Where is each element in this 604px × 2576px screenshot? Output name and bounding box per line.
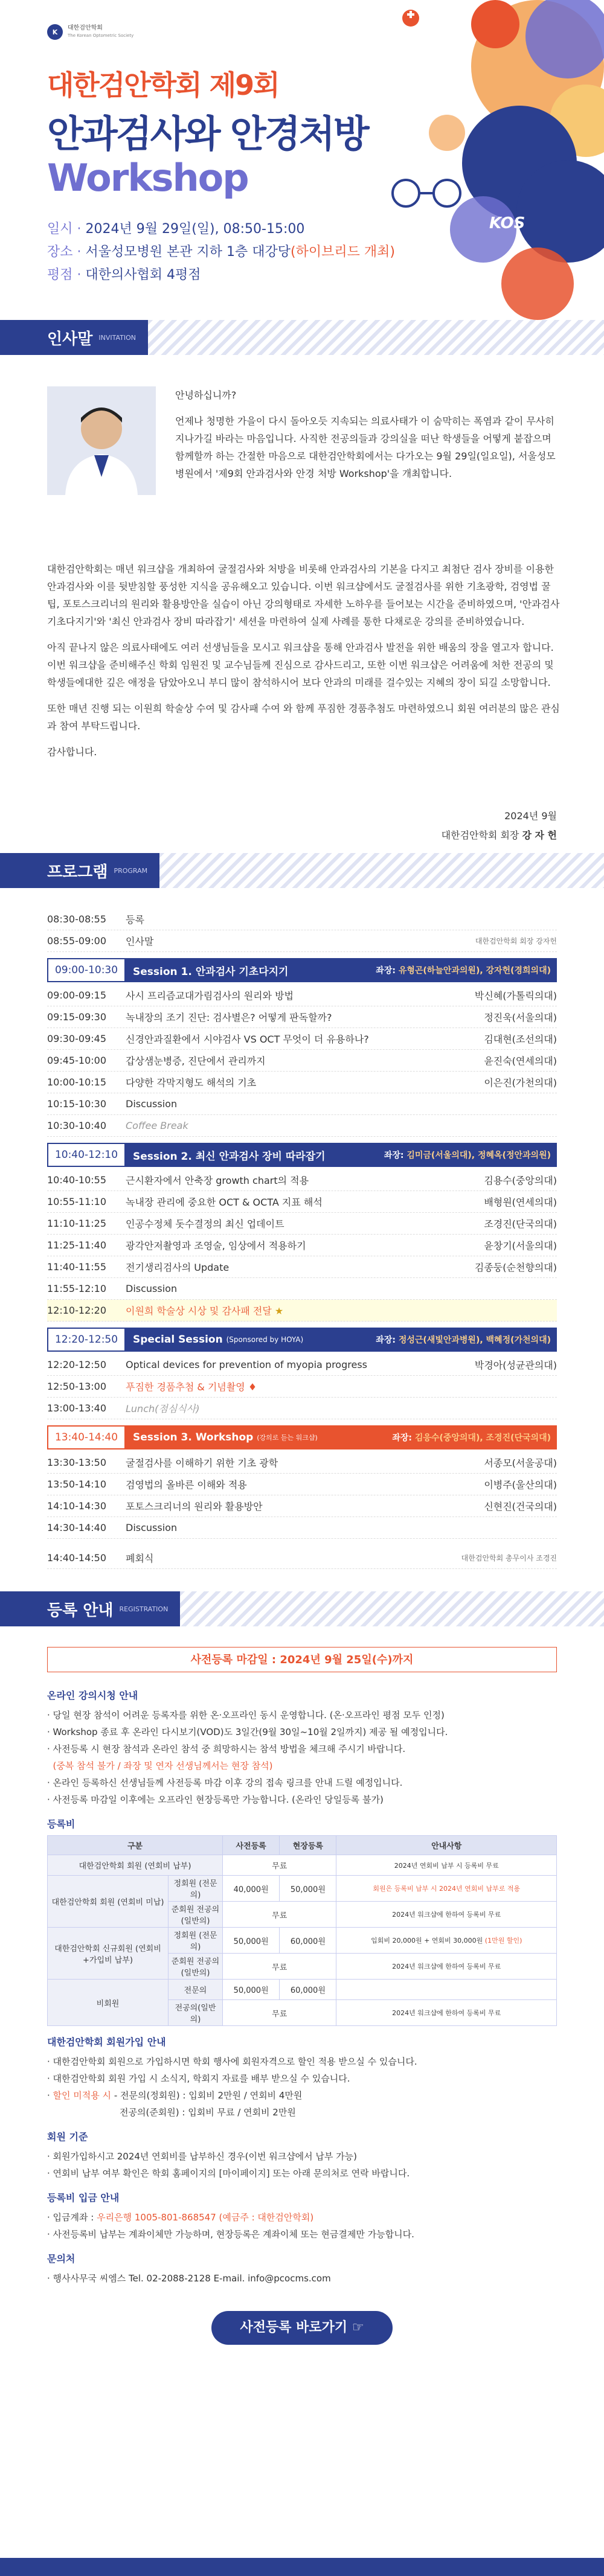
- program-row: 11:10-11:25 인공수정체 돗수결정의 최신 업데이트 조경진(단국의대): [47, 1213, 557, 1235]
- fee-title: 등록비: [47, 1818, 76, 1830]
- list-item: · 연회비 납부 여부 확인은 학회 홈페이지의 [마이페이지] 또는 아래 문의처로 연락 바랍니다.: [47, 2168, 410, 2179]
- registration-title-en: REGISTRATION: [119, 1605, 169, 1613]
- trophy-icon: ★: [274, 1305, 284, 1317]
- program-title-en: PROGRAM: [114, 866, 148, 875]
- program-title: 프로그램: [47, 863, 108, 881]
- title-line2: 안과검사와 안경처방: [47, 112, 368, 156]
- program-row: 11:40-11:55 전기생리검사의 Update 김종둥(순천향의대): [47, 1256, 557, 1278]
- pre-registration-button[interactable]: 사전등록 바로가기 ☞: [211, 2311, 393, 2345]
- list-item: · 사전등록 마감일 이후에는 오프라인 현장등록만 가능합니다. (온라인 당일등록 불가): [47, 1794, 384, 1805]
- logo: [47, 24, 133, 40]
- special-session-header: 12:20-12:50 Special Session (Sponsored by HOYA) 좌장: 정성근(새빛안과병원), 백혜정(가천의대): [47, 1328, 557, 1352]
- list-item: · 온라인 등록하신 선생님들께 사전등록 마감 이후 강의 접속 링크를 안내 드릴 예정입니다.: [47, 1777, 403, 1788]
- header-stripe: [148, 320, 604, 355]
- event-credit: 평점 · 대한의사협회 4평점: [47, 267, 201, 283]
- president-photo: [47, 386, 156, 495]
- standard-title: 회원 기준: [47, 2131, 88, 2143]
- event-place: 장소 · 서울성모병원 본관 지하 1층 대강당(하이브리드 개최): [47, 244, 395, 260]
- event-date: 일시 · 2024년 9월 29일(일), 08:50-15:00: [47, 222, 305, 237]
- lottery-row: 12:50-13:00 푸짐한 경품추첨 & 기념촬영 ♦: [47, 1376, 557, 1398]
- title-line1: 대한검안학회 제9회: [47, 69, 279, 101]
- list-item: · 대한검안학회 회원으로 가입하시면 학회 행사에 회원자격으로 할인 적용 받으실 수 있습니다.: [47, 2056, 417, 2067]
- session-3-header: 13:40-14:40 Session 3. Workshop (강의로 듣는 워크샵) 좌장: 김응수(중앙의대), 조경진(단국의대): [47, 1425, 557, 1449]
- deadline-banner: 사전등록 마감일 : 2024년 9월 25일(수)까지: [47, 1647, 557, 1672]
- program-row: 13:30-13:50 굴절검사를 이해하기 위한 기초 광학 서종모(서울공대): [47, 1452, 557, 1474]
- session-2-header: 10:40-12:10 Session 2. 최신 안과검사 장비 따라잡기 좌장: 김미금(서울의대), 정혜옥(정안과의원): [47, 1143, 557, 1167]
- program-header: [0, 853, 604, 888]
- title-line3: Workshop: [47, 156, 248, 200]
- member-title: 대한검안학회 회원가입 안내: [47, 2036, 166, 2048]
- program-section: [0, 888, 604, 1591]
- online-title: 온라인 강의시청 안내: [47, 1690, 138, 1701]
- org-name-en: The Korean Optometric Society: [68, 33, 134, 38]
- hero: [0, 0, 604, 320]
- coffee-break-row: 10:30-10:40 Coffee Break: [47, 1115, 557, 1137]
- program-row: 09:45-10:00 갑상샘눈병증, 진단에서 관리까지 윤진숙(연세의대): [47, 1050, 557, 1072]
- greeting-title-en: INVITATION: [98, 333, 136, 342]
- program-row: 09:15-09:30 녹내장의 조기 진단: 검사별은? 어떻게 판독할까? 정진욱(서울의대): [47, 1006, 557, 1028]
- registration-section: [0, 1626, 604, 2345]
- program-row: 14:10-14:30 포토스크리너의 원리와 활용방안 신현진(건국의대): [47, 1495, 557, 1517]
- program-row: 10:40-10:55 근시환자에서 안축장 growth chart의 적용 김용수(중앙의대): [47, 1169, 557, 1191]
- program-row: 08:55-09:00 인사말 대한검안학회 회장 강자헌: [47, 930, 557, 952]
- decorative-graphics: [338, 0, 604, 320]
- program-row: 13:50-14:10 검영법의 올바른 이해와 적용 이병주(울산의대): [47, 1474, 557, 1495]
- payment-title: 등록비 입금 안내: [47, 2192, 120, 2204]
- closing-row: 14:40-14:50 폐회식 대한검안학회 총무이사 조경진: [47, 1547, 557, 1569]
- session-1-header: 09:00-10:30 Session 1. 안과검사 기초다지기 좌장: 유형곤(하늘안과의원), 강자헌(경희의대): [47, 958, 557, 982]
- lunch-row: 13:00-13:40 Lunch(점심식사): [47, 1398, 557, 1419]
- program-row: 12:20-12:50 Optical devices for prevention of myopia progress 박경아(성균관의대): [47, 1354, 557, 1376]
- program-row: 09:30-09:45 신경안과질환에서 시야검사 VS OCT 무엇이 더 유용하나? 김대현(조선의대): [47, 1028, 557, 1050]
- list-item: · Workshop 종료 후 온라인 다시보기(VOD)도 3일간(9월 30일~10월 2일까지) 제공 될 예정입니다.: [47, 1727, 448, 1737]
- program-row: 11:55-12:10 Discussion: [47, 1278, 557, 1300]
- greeting-section: [0, 355, 604, 853]
- program-row: 14:30-14:40 Discussion: [47, 1517, 557, 1539]
- list-item: (중복 참석 불가 / 좌장 및 연자 선생님께서는 현장 참석): [53, 1760, 273, 1771]
- registration-title: 등록 안내: [47, 1601, 114, 1620]
- greeting-intro: 안녕하십니까? 언제나 청명한 가을이 다시 돌아오듯 지속되는 의료사태가 이 숨막히는 폭염과 같이 무사히 지나가길 바라는 마음입니다. 사직한 전공의들과 강의실을 떠난 학생들을 어떻게 붙잡으며 함께할까 하는 간절한 마음으로 대한검안학회에서는 다가오는 9월 29일(일요일), 서울성모병원에서 '제9회 안과검사와 안경 처방 Workshop'을 개최합니다.: [175, 389, 556, 479]
- greeting-body: 대한검안학회는 매년 워크샵을 개최하여 굴절검사와 처방을 비롯해 안과검사의 기본을 다지고 최첨단 검사 장비를 이용한 안과검사와 이를 뒷받침할 풍성한 지식을 공유해오고 있습니다. 이번 워크샵에서도 굴절검사를 위한 기초광학, 검영법 꿀 팁, 포토스크리너의 원리와 활용방안을 실습이 아닌 강의형태로 자세한 노하우를 들어보는 시간을 준비하였으며, '안과검사 기초다지기'와 '최신 안과검사 장비 따라잡기' 세션을 마련하여 실제 사례를 통한 다채로운 강의를 준비하였습니다. 아직 끝나지 않은 의료사태에도 여러 선생님들을 모시고 워크샵을 통해 안과검사 발전을 위한 배움의 장을 열고자 합니다. 이번 워크샵을 준비해주신 학회 임원진 및 교수님들께 진심으로 감사드리고, 또한 이번 워크샵은 어려움에 처한 전공의 및 학생들에대한 깊은 애정을 담았아오니 부디 많이 참석하시어 보다 안과의 미래를 걸수있는 지혜의 장이 되길 소망합니다. 또한 매년 진행 되는 이원희 학술상 수여 및 감사패 수여 와 함께 푸짐한 경품추첨도 마련하였으니 회원 여러분의 많은 관심과 참여 부탁드립니다. 감사합니다.: [47, 563, 560, 758]
- footer-bar: [0, 2558, 604, 2576]
- org-name: 대한검안학회: [68, 25, 103, 31]
- program-row: 08:30-08:55 등록: [47, 909, 557, 930]
- program-row: 10:00-10:15 다양한 각막지형도 해석의 기초 이은진(가천의대): [47, 1072, 557, 1093]
- signature: 2024년 9월 대한검안학회 회장 강 자 헌: [441, 810, 557, 841]
- award-row: 12:10-12:20 이원희 학술상 시상 및 감사패 전달 ★: [47, 1300, 557, 1322]
- list-item: · 할인 미적용 시 - 전문의(정회원) : 입회비 2만원 / 연회비 4만원: [47, 2090, 303, 2101]
- program-row: 10:15-10:30 Discussion: [47, 1093, 557, 1115]
- program-row: 10:55-11:10 녹내장 관리에 중요한 OCT & OCTA 지표 해석 배형원(연세의대): [47, 1191, 557, 1213]
- greeting-header: [0, 320, 604, 355]
- program-row: 09:00-09:15 사시 프리즘교대가림검사의 원리와 방법 박신혜(가톨릭의대): [47, 985, 557, 1006]
- greeting-title: 인사말: [47, 330, 93, 348]
- pointer-icon: ☞: [352, 2320, 364, 2335]
- list-item: · 입금계좌 : 우리은행 1005-801-868547 (예금주 : 대한검안학회): [47, 2212, 314, 2223]
- contact-title: 문의처: [47, 2253, 76, 2264]
- gift-icon: ♦: [248, 1381, 257, 1393]
- list-item: · 대한검안학회 회원 가입 시 소식지, 학회지 자료를 배부 받으실 수 있습니다.: [47, 2073, 350, 2084]
- list-item: · 사전등록비 납부는 계좌이체만 가능하며, 현장등록은 계좌이체 또는 현금결제만 가능합니다.: [47, 2229, 414, 2240]
- list-item: · 당일 현장 참석이 어려운 등록자를 위한 온·오프라인 동시 운영합니다. (온·오프라인 평점 모두 인정): [47, 1710, 445, 1721]
- contact-info: · 행사사무국 씨엠스 Tel. 02-2088-2128 E-mail. info@pcocms.com: [47, 2273, 331, 2284]
- fee-table: 구분 사전등록 현장등록 안내사항 대한검안학회 회원 (연회비 납부) 무료 2024년 연회비 납부 시 등록비 무료 대한검안학회 회원 (연회비 미납) 정회원 (전문의) 40,000원 50,000원 회원은 등록비 납부 시 2024년 연회비 납부로 적용 준회원 전공의(일반의) 무료 2024년 워크샵에 한하여 등록비 무료 대한검안학회 신규회원 (연회비+가입비 납부) 정회원 (전문의) 50,000원 60,000원 입회비 20,000원 + 연회비 30,000원 (1만원 할인) 준회원 전공의(일반의) 무료 2024년 워크샵에 한하여 등록비 무료 비회원 전문의 50,000원 60,000원 전공의(일반의) 무료 2024년 워크샵에 한하여 등록비 무료: [47, 1835, 557, 2026]
- kos-badge: KOS: [489, 214, 525, 232]
- program-row: 11:25-11:40 광각안저촬영과 조영술, 임상에서 적용하기 윤창기(서울의대): [47, 1235, 557, 1256]
- registration-header: [0, 1591, 604, 1626]
- header-stripe: [180, 1591, 604, 1626]
- list-item: 전공의(준회원) : 입회비 무료 / 연회비 2만원: [120, 2107, 296, 2118]
- list-item: · 사전등록 시 현장 참석과 온라인 참석 중 희망하시는 참석 방법을 체크해 주시기 바랍니다.: [47, 1743, 406, 1754]
- header-stripe: [159, 853, 604, 888]
- list-item: · 회원가입하시고 2024년 연회비를 납부하신 경우(이번 워크샵에서 납부 가능): [47, 2151, 358, 2162]
- society-logo-icon: K: [47, 24, 63, 40]
